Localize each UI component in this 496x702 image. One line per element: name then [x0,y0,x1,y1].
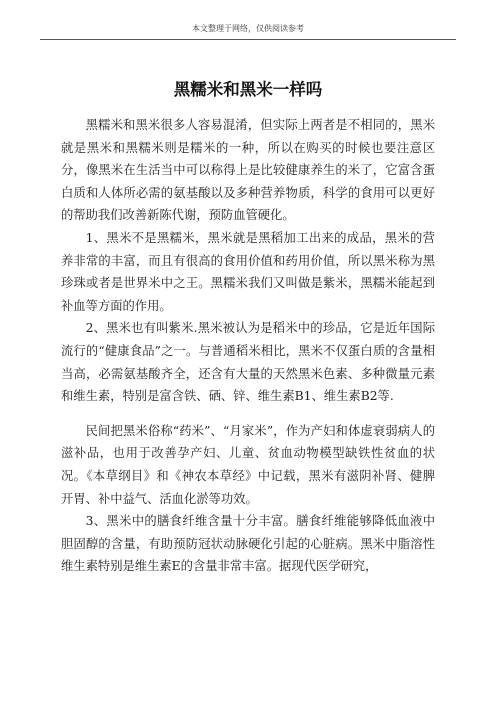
paragraph-folk-remedy: 民间把黑米俗称“药米”、“月家米”，作为产妇和体虚衰弱病人的滋补品，也用于改善孕产妇、儿童、贫血动物模型缺铁性贫血的状况。《本草纲目》和《神农本草经》中记载，黑米有滋阴补肾、健脾开胃、补中益气、活血化淤等功效。 [61,423,435,506]
header-notice: 本文整理于网络，仅供阅读参考 [192,24,304,33]
paragraph-point-1: 1、黑米不是黑糯米，黑米就是黑稻加工出来的成品，黑米的营养非常的丰富，而且有很高的食用价值和药用价值，所以黑米称为黑珍珠或者是世界米中之王。黑糯米我们又叫做是紫米，黑糯米能起到补血等方面的作用。 [61,230,435,313]
page-header [40,23,456,40]
document-title: 黑糯米和黑米一样吗 [173,80,323,99]
paragraph-point-2: 2、黑米也有叫紫米.黑米被认为是稻米中的珍品，它是近年国际流行的“健康食品”之一。与普通稻米相比，黑米不仅蛋白质的含量相当高，必需氨基酸齐全，还含有大量的天然黑米色素、多种微量元素和维生素，特别是富含铁、硒、锌、维生素B1、维生素B2等. [61,321,435,404]
document-body [61,114,435,578]
paragraph-point-3: 3、黑米中的膳食纤维含量十分丰富。膳食纤维能够降低血液中胆固醇的含量，有助预防冠状动脉硬化引起的心脏病。黑米中脂溶性维生素特别是维生素E的含量非常丰富。据现代医学研究， [61,514,435,574]
paragraph-intro: 黑糯米和黑米很多人容易混淆，但实际上两者是不相同的，黑米就是黑米和黑糯米则是糯米的一种，所以在购买的时候也要注意区分，像黑米在生活当中可以称得上是比较健康养生的米了，它富含蛋白质和人体所必需的氨基酸以及多种营养物质，科学的食用可以更好的帮助我们改善新陈代谢，预防血管硬化。 [61,118,435,223]
